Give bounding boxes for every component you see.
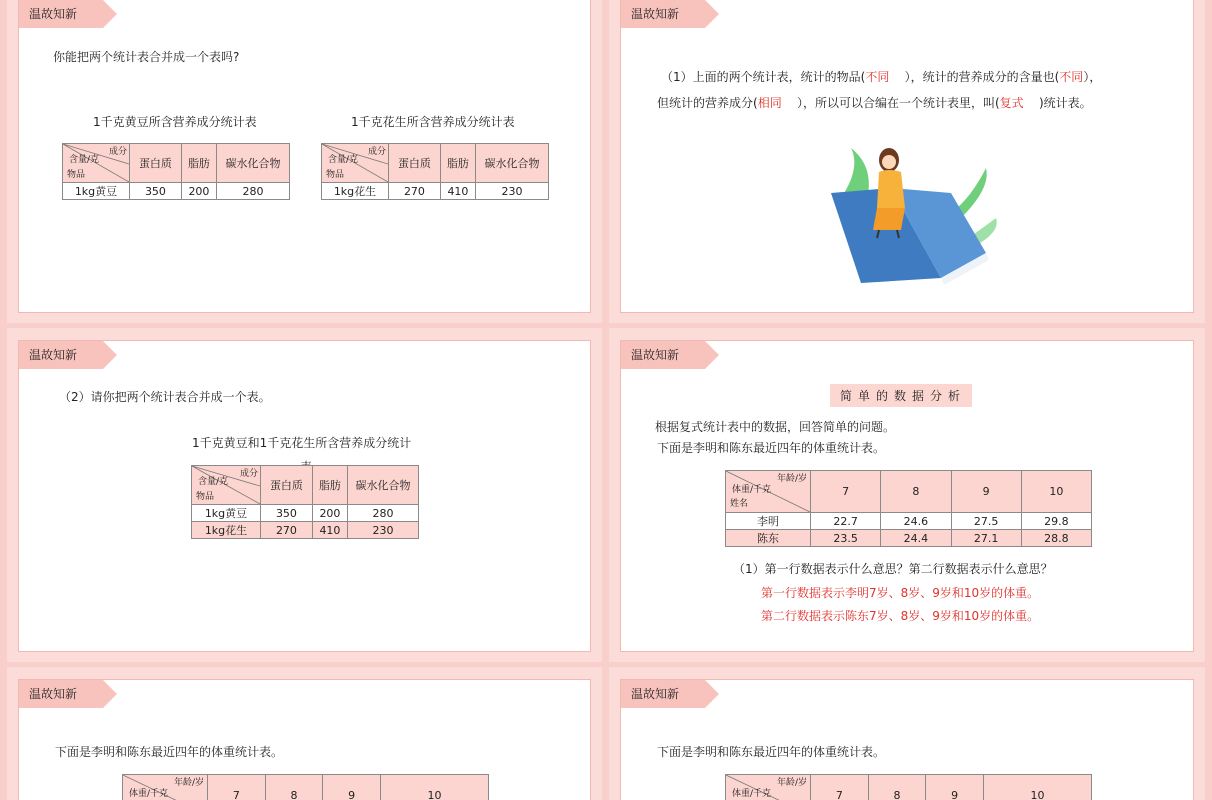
section-tag: 温故知新 <box>19 341 103 369</box>
intro-line: 下面是李明和陈东最近四年的体重统计表。 <box>657 745 886 759</box>
soybean-table <box>62 143 290 200</box>
weight-table <box>122 774 489 800</box>
section-tag: 温故知新 <box>621 341 705 369</box>
header-item-label: 物品 <box>67 170 86 180</box>
table-row: 陈东 23.5 24.4 27.1 28.8 <box>726 530 1092 547</box>
age-header: 9 <box>951 471 1021 513</box>
col-header: 蛋白质 <box>261 466 313 505</box>
statement-line-2: 但统计的营养成分(相同 ），所以可以合编在一个统计表里，叫(复式 )统计表。 <box>657 96 1092 110</box>
age-header: 10 <box>1021 471 1091 513</box>
table-title-peanut: 1千克花生所含营养成分统计表 <box>351 115 515 129</box>
col-header: 蛋白质 <box>130 144 182 183</box>
girl-reading-book-illustration <box>821 138 1001 288</box>
table-row: 李明 22.7 24.6 27.5 29.8 <box>726 513 1092 530</box>
table-row: 1kg花生 270 410 230 <box>192 522 419 539</box>
section-tag: 温故知新 <box>19 680 103 708</box>
slide-6[interactable] <box>609 667 1205 800</box>
age-header: 9 <box>323 775 381 800</box>
age-header: 8 <box>868 775 926 800</box>
age-header: 10 <box>983 775 1091 800</box>
age-header: 9 <box>926 775 984 800</box>
col-header: 脂肪 <box>440 144 475 183</box>
question-text: 你能把两个统计表合并成一个表吗? <box>53 50 240 64</box>
section-tag: 温故知新 <box>621 0 705 28</box>
slide-3[interactable] <box>7 328 602 662</box>
peanut-table <box>321 143 549 200</box>
diagonal-header-cell <box>63 144 130 183</box>
col-header: 脂肪 <box>312 466 347 505</box>
statement-line-1: （1）上面的两个统计表，统计的物品(不同 ），统计的营养成分的含量也(不同）， <box>661 70 1102 84</box>
table-row: 1kg黄豆 350 200 280 <box>192 505 419 522</box>
col-header: 脂肪 <box>181 144 216 183</box>
intro-line: 下面是李明和陈东最近四年的体重统计表。 <box>55 745 284 759</box>
age-header: 7 <box>811 471 881 513</box>
col-header: 碳水化合物 <box>348 466 419 505</box>
slide-1[interactable] <box>7 0 602 323</box>
question-text: （2）请你把两个统计表合并成一个表。 <box>59 390 271 404</box>
col-header: 蛋白质 <box>389 144 441 183</box>
answer-line-1: 第一行数据表示李明7岁、8岁、9岁和10岁的体重。 <box>761 586 1040 600</box>
header-unit-label: 含量/克 <box>69 155 100 165</box>
slide-5[interactable] <box>7 667 602 800</box>
age-header: 7 <box>208 775 266 800</box>
diagonal-header-cell: 年龄/岁 体重/千克 姓名 <box>726 471 811 513</box>
intro-line-2: 下面是李明和陈东最近四年的体重统计表。 <box>657 441 886 455</box>
col-header: 碳水化合物 <box>476 144 549 183</box>
section-title: 简单的数据分析 <box>830 384 972 407</box>
table-title-soybean: 1千克黄豆所含营养成分统计表 <box>93 115 257 129</box>
question-1: （1）第一行数据表示什么意思？第二行数据表示什么意思？ <box>733 562 1053 576</box>
age-header: 8 <box>881 471 951 513</box>
table-row: 1kg花生 270 410 230 <box>322 183 549 200</box>
col-header: 碳水化合物 <box>217 144 290 183</box>
diagonal-header-cell: 成分 含量/克 物品 <box>322 144 389 183</box>
section-tag: 温故知新 <box>621 680 705 708</box>
diagonal-header-cell: 成分 含量/克 物品 <box>192 466 261 505</box>
slide-4[interactable] <box>609 328 1205 662</box>
slide-2[interactable] <box>609 0 1205 323</box>
header-component-label: 成分 <box>108 147 127 157</box>
age-header: 7 <box>811 775 869 800</box>
intro-line-1: 根据复式统计表中的数据，回答简单的问题。 <box>655 420 896 434</box>
weight-table <box>725 774 1092 800</box>
table-row: 1kg黄豆 350 200 280 <box>63 183 290 200</box>
weight-table <box>725 470 1092 547</box>
age-header: 10 <box>380 775 488 800</box>
diagonal-header-cell: 年龄/岁 体重/千克 <box>726 775 811 800</box>
answer-line-2: 第二行数据表示陈东7岁、8岁、9岁和10岁的体重。 <box>761 609 1040 623</box>
age-header: 8 <box>265 775 323 800</box>
combined-nutrition-table <box>191 465 419 539</box>
section-tag: 温故知新 <box>19 0 103 28</box>
combined-table-title: 1千克黄豆和1千克花生所含营养成分统计 <box>192 436 412 450</box>
diagonal-header-cell: 年龄/岁 体重/千克 <box>123 775 208 800</box>
